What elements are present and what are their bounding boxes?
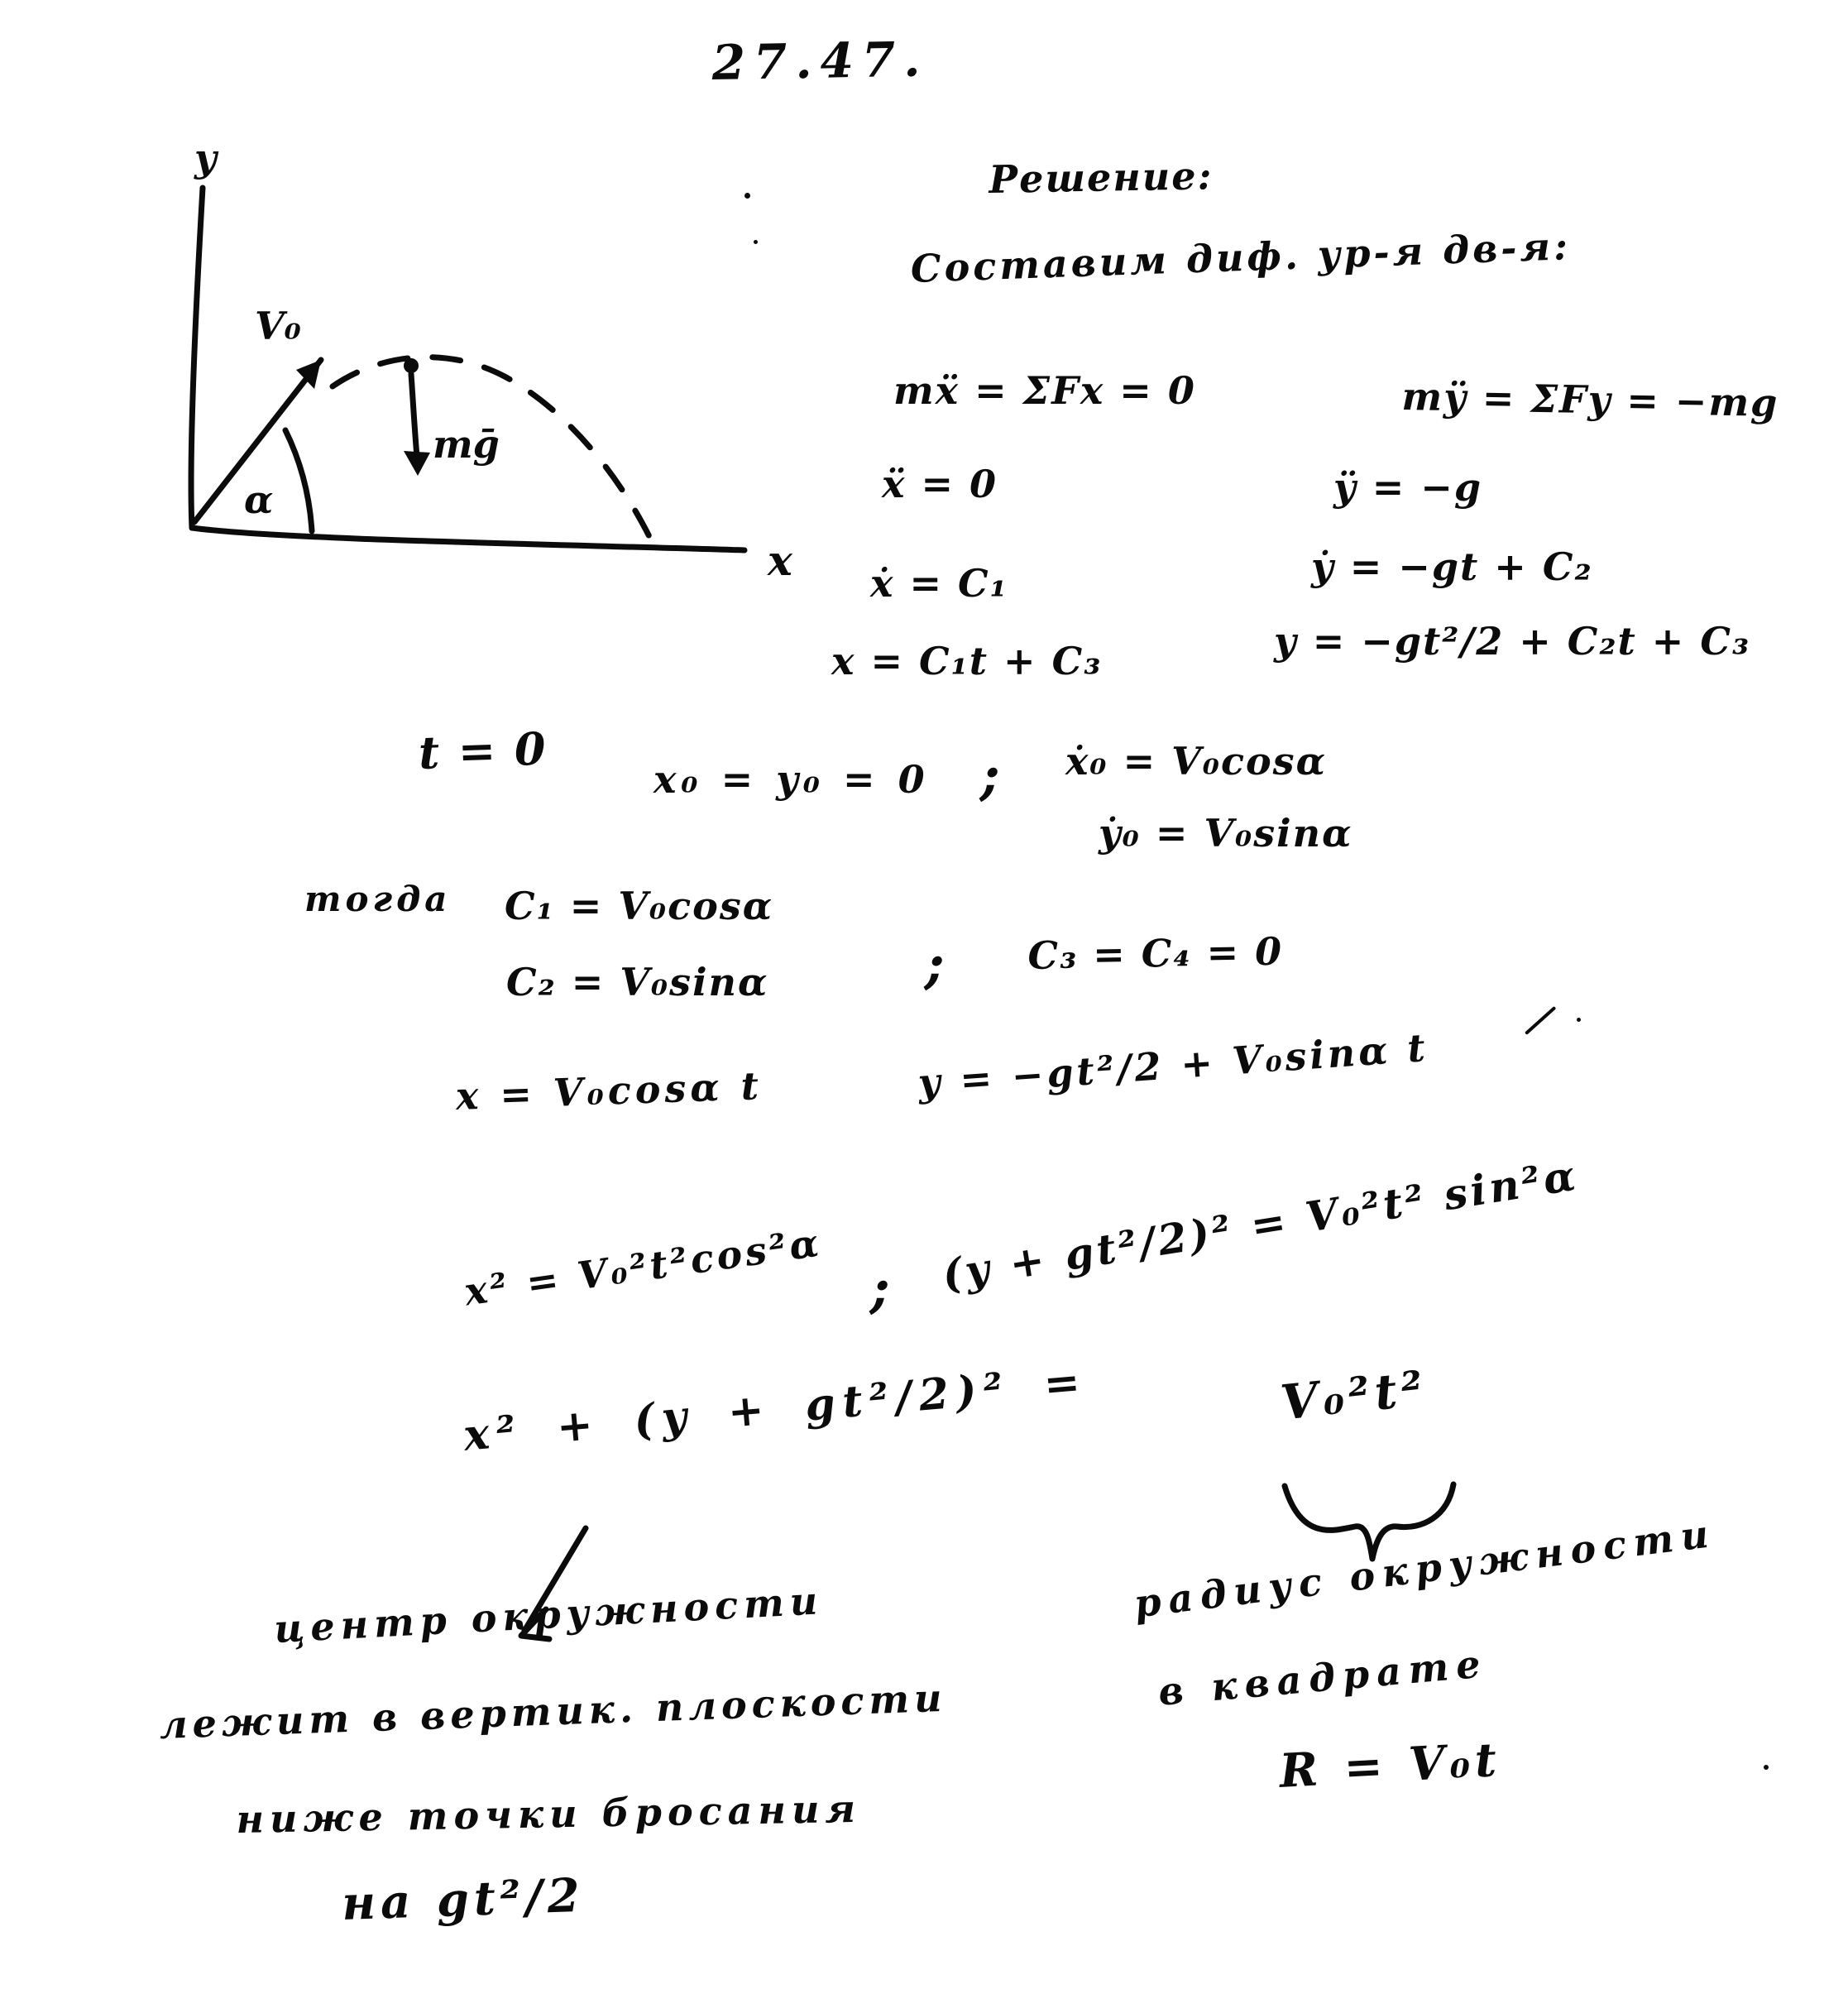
- gravity-arrowhead: [404, 451, 430, 476]
- equation-velocity-y: ẏ = −gt + C₂: [1311, 544, 1593, 589]
- gravity-vector-label: mḡ: [433, 422, 500, 467]
- initial-velocity-y: ẏ₀ = V₀sinα: [1099, 811, 1353, 856]
- conclusion-radius-line-1: радиус окружности: [1132, 1510, 1719, 1627]
- x-axis-line: [192, 528, 744, 550]
- separator-semicolon-1: ;: [980, 745, 1002, 807]
- conclusion-center-line-2: лежит в вертик. плоскости: [159, 1675, 948, 1747]
- axis-y-label: y: [194, 136, 217, 180]
- equation-x-param: x = V₀cosα t: [455, 1063, 764, 1119]
- separator-semicolon-3: ;: [870, 1258, 892, 1320]
- ink-speck: [1764, 1765, 1769, 1770]
- initial-velocity-label: V₀: [255, 304, 301, 348]
- separator-semicolon-2: ;: [925, 933, 946, 995]
- trajectory-diagram: [116, 95, 844, 625]
- constant-c2: C₂ = V₀sinα: [506, 960, 769, 1004]
- conclusion-radius-line-2: в квадрате: [1156, 1641, 1490, 1714]
- ink-speck: [1577, 1018, 1581, 1022]
- equation-x-squared: x² = V₀²t²cos²α: [462, 1220, 825, 1315]
- equation-position-y: y = −gt²/2 + C₂t + C₃: [1274, 619, 1751, 664]
- problem-number: 27.47.: [711, 31, 929, 91]
- equation-accel-y: ÿ = −g: [1333, 465, 1483, 510]
- equation-circle-rhs: V₀²t²: [1278, 1359, 1431, 1431]
- equation-y-param: y = −gt²/2 + V₀sinα t: [917, 1024, 1430, 1105]
- conclusion-center-line-3: ниже точки бросания: [236, 1785, 862, 1842]
- constant-c1: C₁ = V₀cosα: [505, 884, 774, 928]
- solution-heading: Решение:: [989, 153, 1214, 202]
- conclusion-center-line-1: центр окружности: [273, 1578, 825, 1651]
- mass-point-dot: [404, 358, 419, 373]
- equation-circle-lhs: x² + (y + gt²/2)² =: [462, 1356, 1089, 1461]
- then-label: тогда: [304, 879, 452, 919]
- equation-position-x: x = C₁t + C₃: [831, 639, 1103, 683]
- conclusion-radius-line-3: R = V₀t: [1278, 1732, 1503, 1799]
- conclusion-center-line-4: на gt²/2: [341, 1867, 586, 1931]
- axis-x-label: x: [768, 536, 792, 585]
- equation-newton-x: mẍ = ΣFx = 0: [893, 368, 1196, 413]
- initial-time: t = 0: [418, 721, 548, 779]
- constants-c3-c4: C₃ = C₄ = 0: [1027, 928, 1284, 978]
- initial-coordinates: x₀ = y₀ = 0: [654, 757, 930, 802]
- alpha-arc: [285, 430, 312, 531]
- solution-subheading: Составим диф. ур-я дв-я:: [910, 223, 1572, 291]
- equation-accel-x: ẍ = 0: [882, 462, 998, 506]
- y-axis-line: [191, 188, 203, 528]
- equation-newton-y: mÿ = ΣFy = −mg: [1401, 374, 1779, 425]
- initial-velocity-x: ẋ₀ = V₀cosα: [1065, 739, 1327, 784]
- equation-velocity-x: ẋ = C₁: [870, 561, 1008, 606]
- angle-label: α: [244, 477, 274, 522]
- ink-speck: [1525, 1006, 1556, 1035]
- equation-y-squared: (y + gt²/2)² = V₀²t² sin²α: [939, 1150, 1582, 1300]
